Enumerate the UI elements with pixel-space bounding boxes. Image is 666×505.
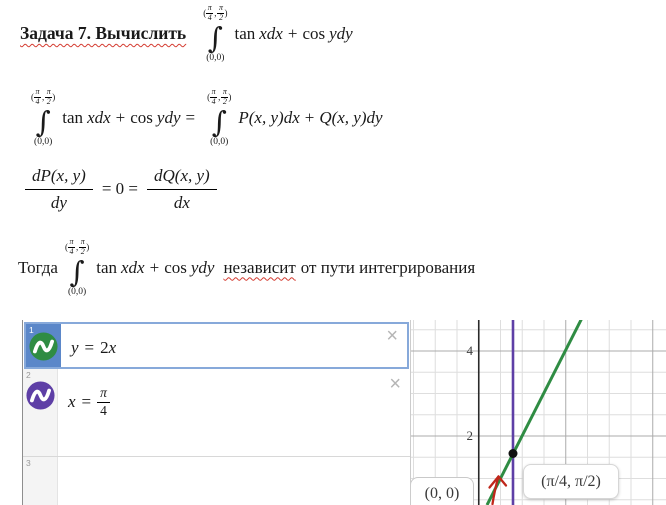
integral-sign: ∫ <box>207 20 223 55</box>
close-expression-icon[interactable]: × <box>389 373 401 395</box>
pi-over-4-fraction: π 4 <box>207 3 212 22</box>
pi-over-4-fraction: $\frac{\pi}{4}$ <box>97 386 110 419</box>
row-number: 3 <box>26 458 31 468</box>
integrand: tan xdx + cos ydy = <box>62 107 196 127</box>
origin-point-label: (0, 0) <box>410 477 474 505</box>
integral-with-limits: ( π 4 , π 2 ) ∫ (0,0) <box>207 87 232 147</box>
expression-input-1[interactable]: y = 2 x × <box>71 325 398 357</box>
integral-with-limits: ( π 4 , π 2 ) ∫ (0,0) <box>31 87 56 147</box>
curve-style-icon[interactable] <box>26 381 55 410</box>
general-form-integrand: P(x, y)dx + Q(x, y)dy <box>238 107 383 127</box>
integral-lower-limit: (0,0) <box>210 136 229 147</box>
partial-derivative-right: $\frac{dQ(x, y)}{dx}$ <box>147 166 217 212</box>
expression-gutter-1[interactable] <box>26 324 61 367</box>
expression-gutter-2[interactable] <box>23 369 58 456</box>
y-axis-tick-2: 2 <box>466 428 473 443</box>
expression-row-2[interactable] <box>23 369 410 457</box>
integral-sign: ∫ <box>35 104 51 139</box>
problem-statement-line <box>20 4 353 63</box>
row-number: 2 <box>26 370 31 380</box>
row-number: 1 <box>29 325 34 335</box>
problem-title: Задача 7. Вычислить <box>20 23 187 44</box>
partial-derivative-left: $\frac{dP(x, y)}{dy}$ <box>25 166 93 212</box>
y-axis-tick-4: 4 <box>466 343 473 358</box>
curve-style-icon[interactable] <box>29 332 58 361</box>
conclusion-tail: от пути интегрирования <box>300 257 476 277</box>
intersection-point[interactable] <box>509 449 518 458</box>
expression-row-3[interactable] <box>23 457 410 505</box>
integral-lower-limit: (0,0) <box>34 136 53 147</box>
integral-with-limits: ( π 4 , π 2 ) ∫ (0,0) <box>64 237 90 297</box>
integrand: tan xdx + cos ydy <box>96 257 215 277</box>
integral-lower-limit: (0,0) <box>67 286 87 297</box>
desmos-screenshot <box>22 320 666 505</box>
graph-pane[interactable] <box>410 320 666 505</box>
integral-sign: ∫ <box>69 254 85 289</box>
misspelled-word: независит <box>223 257 296 277</box>
expression-row-1[interactable] <box>24 322 409 369</box>
close-expression-icon[interactable]: × <box>386 325 398 347</box>
expression-gutter-3[interactable] <box>23 457 58 505</box>
integral-with-limits <box>203 4 227 63</box>
pi-over-2-fraction: π 2 <box>218 3 223 22</box>
conclusion-line <box>18 238 475 297</box>
integral-sign: ∫ <box>211 104 227 139</box>
equals-zero-equals: = 0 = <box>101 179 138 199</box>
expression-input-2[interactable]: x = $\frac{\pi}{4}$ × <box>68 373 401 418</box>
equation-line-3 <box>25 166 217 212</box>
intersection-point-label: (π/4, π/2) <box>523 464 619 499</box>
conclusion-word: Тогда <box>18 257 58 277</box>
expression-list-panel <box>22 320 410 505</box>
equation-line-2 <box>24 88 383 147</box>
integrand: tan xdx + cos ydy <box>234 23 353 43</box>
integral-lower-limit: (0,0) <box>206 52 225 63</box>
integral-upper-limit: ( π 4 , π 2 ) <box>203 3 228 22</box>
expression-input-3[interactable] <box>58 457 410 505</box>
